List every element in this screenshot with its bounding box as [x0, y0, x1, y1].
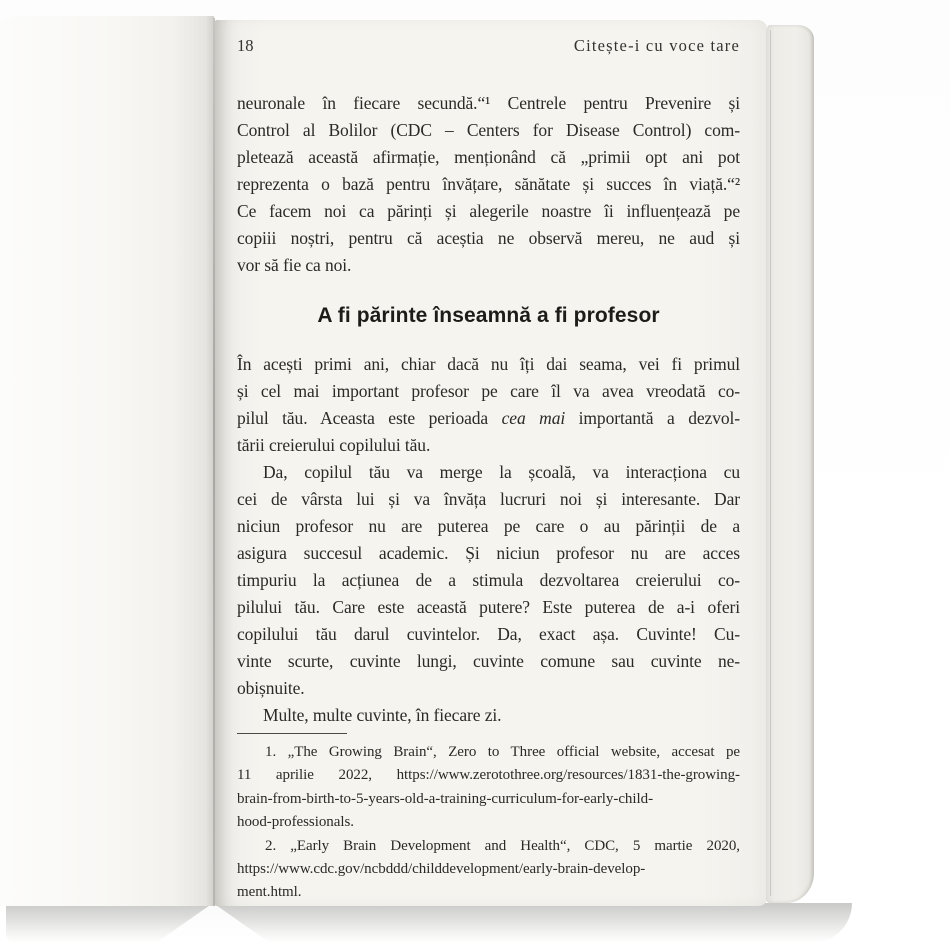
page-content: [237, 0, 740, 950]
text-line: asigura succesul academic. Și niciun profesor nu are acces: [237, 543, 740, 563]
paragraph-continued: [237, 90, 740, 279]
text-line: Da, copilul tău va merge la școală, va interacționa cu: [263, 462, 740, 482]
text-line: Ce facem noi ca părinți și alegerile noastre îi influențează pe: [237, 201, 740, 221]
page-stack-edge: [766, 25, 814, 903]
body-text: [237, 90, 740, 729]
text-line: cei de vârsta lui și va învăța lucruri noi și interesante. Dar: [237, 489, 740, 509]
text-line: pilul tău. Aceasta este perioada cea mai importantă a dezvol-: [237, 408, 740, 428]
text-line: copilului tău darul cuvintelor. Da, exact așa. Cuvinte! Cu-: [237, 624, 740, 644]
paragraph-words: [237, 702, 740, 729]
text-line: Multe, multe cuvinte, în fiecare zi.: [263, 705, 502, 725]
text-line: brain-from-birth-to-5-years-old-a-training-curriculum-for-early-child-: [237, 790, 654, 807]
text-line: reprezenta o bază pentru învățare, sănătate și succes în viață.“²: [237, 174, 740, 194]
running-title: Citește-i cu voce tare: [573, 36, 740, 55]
section-heading: A fi părinte înseamnă a fi profesor: [317, 304, 660, 327]
page-number: 18: [237, 36, 254, 55]
text-line: Control al Bolilor (CDC – Centers for Disease Control) com-: [237, 120, 740, 140]
footnote-1: [237, 741, 740, 835]
paragraph-teacher: [237, 351, 740, 459]
text-line: neuronale în fiecare secundă.“¹ Centrele pentru Prevenire și: [237, 93, 740, 113]
text-line: hood-professionals.: [237, 814, 354, 831]
text-line: ment.html.: [237, 884, 302, 901]
text-line: obișnuite.: [237, 678, 305, 698]
page-edge-line: [770, 30, 771, 896]
text-line: vor să fie ca noi.: [237, 255, 352, 275]
left-page-blank: [0, 16, 214, 906]
text-line: 11 aprilie 2022, https://www.zerotothree.org/resources/1831-the-growing-: [237, 767, 740, 784]
footnote-separator: [237, 733, 347, 734]
text-line: tării creierului copilului tău.: [237, 435, 431, 455]
text-line: 1. „The Growing Brain“, Zero to Three official website, accesat pe: [265, 744, 740, 760]
text-line: https://www.cdc.gov/ncbddd/childdevelopment/early-brain-develop-: [237, 860, 646, 877]
footnotes: [237, 733, 740, 905]
text-line: niciun profesor nu are puterea pe care o au părinții de a: [237, 516, 740, 536]
text-line: timpuriu la acțiunea de a stimula dezvoltarea creierului co-: [237, 570, 740, 590]
text-line: pletează această afirmație, menționând că „primii opt ani pot: [237, 147, 740, 167]
page-header: [237, 36, 740, 56]
text-line: și cel mai important profesor pe care îl va avea vreodată co-: [237, 381, 740, 401]
text-line: În acești primi ani, chiar dacă nu îți dai seama, vei fi primul: [237, 354, 740, 374]
footnote-2: [237, 835, 740, 905]
text-line: pilului tău. Care este această putere? Este puterea de a-i oferi: [237, 597, 740, 617]
text-line: 2. „Early Brain Development and Health“, CDC, 5 martie 2020,: [265, 837, 740, 854]
text-line: vinte scurte, cuvinte lungi, cuvinte comune sau cuvinte ne-: [237, 651, 740, 671]
text-line: copiii noștri, pentru că aceștia ne observă mereu, ne aud și: [237, 228, 740, 248]
paragraph-school: [237, 459, 740, 702]
